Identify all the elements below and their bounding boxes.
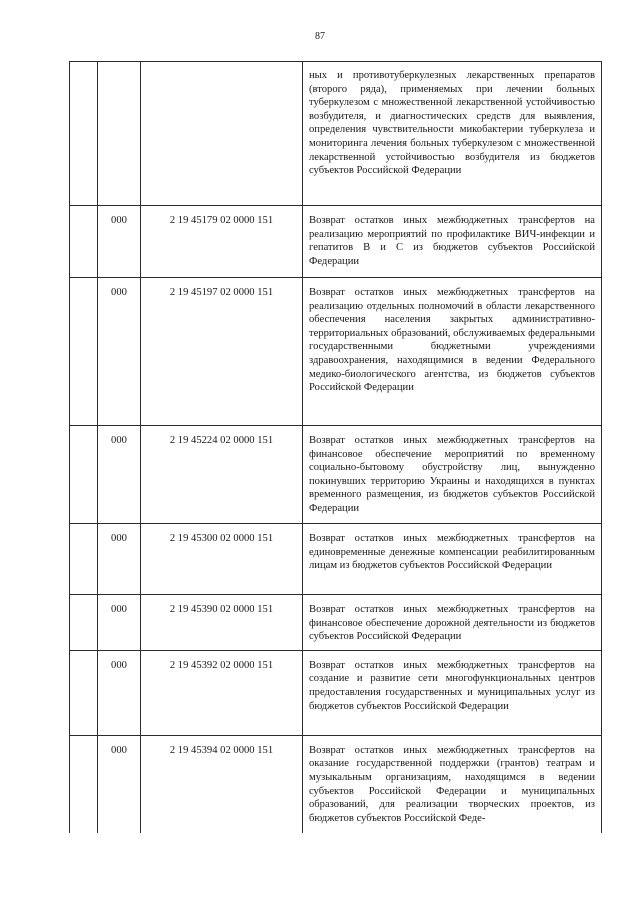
admin-code-cell: 000 [98,426,141,524]
table-row [70,735,602,833]
income-name-cell: Возврат остатков иных межбюджетных трансфертов на финансовое обеспечение мероприятий по временному социально-бытовому обустройству лиц, вынужденно покинувших территорию Украины и находящихся в пунктах временного размещения, из бюджетов субъектов Российской Федерации [303,426,602,524]
kbk-code-cell: 2 19 45300 02 0000 151 [141,524,303,595]
blank-cell [70,62,98,206]
income-name-cell: Возврат остатков иных межбюджетных трансфертов на оказание государственной поддержки (грантов) театрам и музыкальным организациям, находящимся в ведении субъектов Российской Федерации и муниципальных образований, для реализации творческих проектов, из бюджетов субъектов Российской Феде- [303,735,602,833]
income-name-cell: Возврат остатков иных межбюджетных трансфертов на финансовое обеспечение дорожной деятельности из бюджетов субъектов Российской Федерации [303,595,602,651]
admin-code-cell: 000 [98,650,141,735]
income-name-cell: Возврат остатков иных межбюджетных трансфертов на создание и развитие сети многофункциональных центров предоставления государственных и муниципальных услуг из бюджетов субъектов Российской Федерации [303,650,602,735]
income-name-cell: Возврат остатков иных межбюджетных трансфертов на реализацию мероприятий по профилактике ВИЧ-инфекции и гепатитов B и C из бюджетов субъектов Российской Федерации [303,206,602,278]
admin-code-cell: 000 [98,735,141,833]
budget-classification-table [69,61,602,833]
admin-code-cell: 000 [98,595,141,651]
page-number: 87 [315,31,325,42]
admin-code-cell: 000 [98,278,141,426]
blank-cell [70,426,98,524]
blank-cell [70,278,98,426]
blank-cell [70,524,98,595]
kbk-code-cell: 2 19 45197 02 0000 151 [141,278,303,426]
admin-code-cell: 000 [98,524,141,595]
kbk-code-cell: 2 19 45394 02 0000 151 [141,735,303,833]
blank-cell [70,595,98,651]
table-row [70,206,602,278]
kbk-code-cell: 2 19 45392 02 0000 151 [141,650,303,735]
income-name-cell: Возврат остатков иных межбюджетных трансфертов на реализацию отдельных полномочий в области лекарственного обеспечения населения закрытых административно-территориальных образований, обслуживаемых федеральными государственными бюджетными учреждениями здравоохранения, находящимися в ведении Федерального медико-биологического агентства, из бюджетов субъектов Российской Федерации [303,278,602,426]
table-row [70,595,602,651]
admin-code-cell: 000 [98,206,141,278]
table-row [70,650,602,735]
table-row [70,62,602,206]
blank-cell [70,650,98,735]
income-name-cell: ных и противотуберкулезных лекарственных препаратов (второго ряда), применяемых при лечении больных туберкулезом с множественной лекарственной устойчивостью возбудителя, и диагностических средств для выявления, определения чувствительности микобактерии туберкулеза и мониторинга лечения больных туберкулезом с множественной лекарственной устойчивостью возбудителя из бюджетов субъектов Российской Федерации [303,62,602,206]
kbk-code-cell [141,62,303,206]
table-row [70,426,602,524]
kbk-code-cell: 2 19 45224 02 0000 151 [141,426,303,524]
table-row [70,524,602,595]
kbk-code-cell: 2 19 45390 02 0000 151 [141,595,303,651]
admin-code-cell [98,62,141,206]
blank-cell [70,735,98,833]
blank-cell [70,206,98,278]
kbk-code-cell: 2 19 45179 02 0000 151 [141,206,303,278]
income-name-cell: Возврат остатков иных межбюджетных трансфертов на единовременные денежные компенсации реабилитированным лицам из бюджетов субъектов Российской Федерации [303,524,602,595]
table-row [70,278,602,426]
